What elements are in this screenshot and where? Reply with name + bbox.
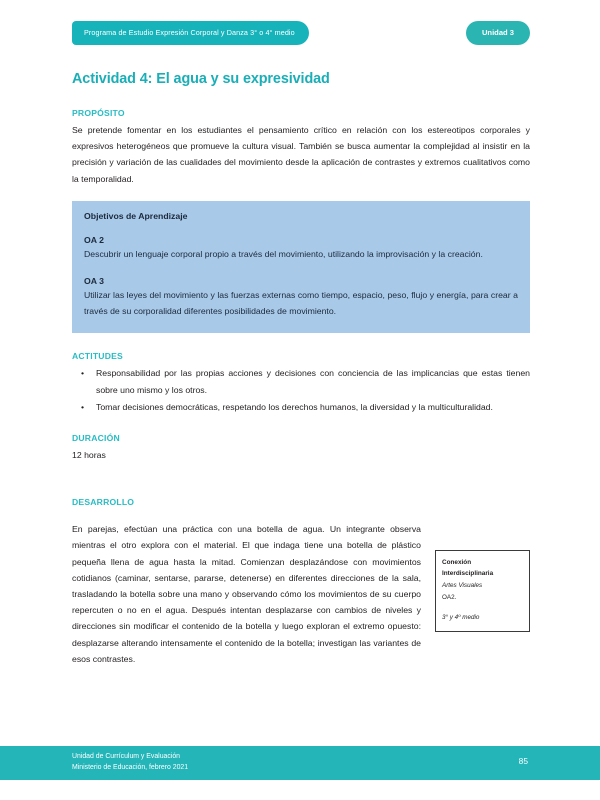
page-title: Actividad 4: El agua y su expresividad: [72, 71, 330, 87]
desarrollo-body: [72, 521, 530, 667]
objetivos-aprendizaje-box: [72, 201, 530, 334]
oa-text-2: Descubrir un lenguaje corporal propio a través del movimiento, utilizando la improvisación y la creación.: [84, 248, 483, 259]
document-content: [72, 108, 530, 667]
conexion-subject: Artes Visuales: [442, 582, 483, 590]
objetivos-box-title: Objetivos de Aprendizaje: [84, 210, 188, 221]
actitud-text: Tomar decisiones democráticas, respetando los derechos humanos, la diversidad y la multiculturalidad.: [96, 401, 493, 412]
unit-badge: Unidad 3: [466, 21, 530, 45]
bullet-icon: •: [81, 401, 85, 412]
page-number: 85: [518, 756, 528, 766]
footer-content: [72, 752, 528, 773]
oa-code-3: OA 3: [84, 276, 104, 287]
conexion-level: 3° y 4º medio: [442, 614, 480, 622]
page-footer: [0, 746, 600, 780]
oa-text-3: Utilizar las leyes del movimiento y las fuerzas externas como tiempo, espacio, peso, flujo y energía, para crear a través de su corporalidad diferentes posibilidades de movimiento.: [84, 290, 518, 317]
duracion-heading: DURACIÓN: [72, 433, 120, 444]
bullet-icon: •: [81, 368, 85, 379]
desarrollo-heading: DESARROLLO: [72, 497, 135, 508]
page-header: [72, 21, 530, 45]
actitudes-heading: ACTITUDES: [72, 351, 123, 362]
conexion-oa: OA2.: [442, 594, 457, 602]
actitudes-list: [72, 365, 530, 415]
actitud-text: Responsabilidad por las propias acciones y decisiones con conciencia de las implicancias que estas tienen sobre uno mismo y los otros.: [96, 368, 530, 395]
footer-line-1: Unidad de Currículum y Evaluación: [72, 753, 181, 760]
conexion-title: Conexión Interdisciplinaria: [442, 559, 494, 578]
proposito-text: Se pretende fomentar en los estudiantes el pensamiento crítico en relación con los estereotipos corporales y expresivos heterogéneos que promueve la cultura visual. También se busca aumentar la complejidad al insistir en la precisión y variación de las cualidades del movimiento desde la aplicación de contrastes y extremos cualitativos como la temporalidad.: [72, 125, 530, 184]
desarrollo-text: En parejas, efectúan una práctica con una botella de agua. Un integrante observa mientras el otro explora con el material. El que indaga tiene una botella de plástico pequeña llena de agua hasta la mitad. Comienzan desplazándose con movimientos cotidianos (caminar, sentarse, pararse, detenerse) en diferentes direcciones de la sala, trasladando la botella sobre una mano y observando cómo los movimientos de su cuerpo repercuten o no en el agua. Después intentan desplazarse con cambios de niveles y direcciones sin modificar el contenido de la botella y luego exploran el extremo opuesto: desplazarse alterando intensamente el contenido de la botella; investigan las variantes de esos contrastes.: [72, 524, 421, 664]
proposito-heading: PROPÓSITO: [72, 108, 125, 118]
footer-line-2: Ministerio de Educación, febrero 2021: [72, 763, 189, 771]
program-banner: Programa de Estudio Expresión Corporal y Danza 3° o 4° medio: [72, 21, 309, 45]
list-item: [72, 365, 530, 397]
duracion-value: 12 horas: [72, 450, 106, 461]
list-item: [72, 399, 530, 415]
conexion-interdisciplinaria-box: [435, 550, 530, 632]
oa-code-2: OA 2: [84, 234, 104, 245]
